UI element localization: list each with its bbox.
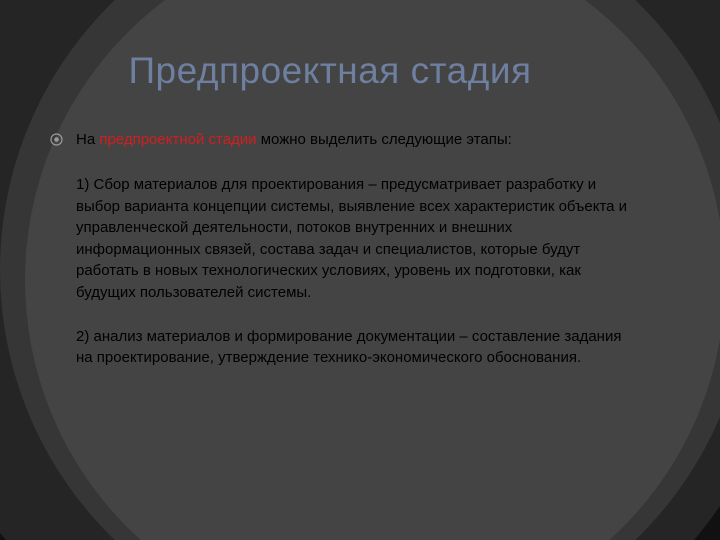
intro-text-after: можно выделить следующие этапы: [256, 131, 512, 148]
slide-title: Предпроектная стадия [128, 50, 532, 91]
stage-paragraph-2: 2) анализ материалов и формирование документации – составление задания на проектирование, утверждение технико-экономического обоснования. [76, 327, 622, 367]
circled-dot-icon [50, 133, 63, 146]
bullet-item [50, 130, 640, 150]
stage-paragraph-1: 1) Сбор материалов для проектирования – предусматривает разработку и выбор варианта концепции системы, выявление всех характеристик объекта и управленческой деятельности, потоков внутренних и внешних информационных связей, состава задач и специалистов, которые будут работать в новых технологических условиях, уровень их подготовки, как будущих пользователей системы. [76, 176, 628, 301]
slide-body [50, 130, 640, 384]
intro-text-before: На [76, 131, 100, 148]
intro-highlight: предпроектной стадии [99, 131, 257, 148]
